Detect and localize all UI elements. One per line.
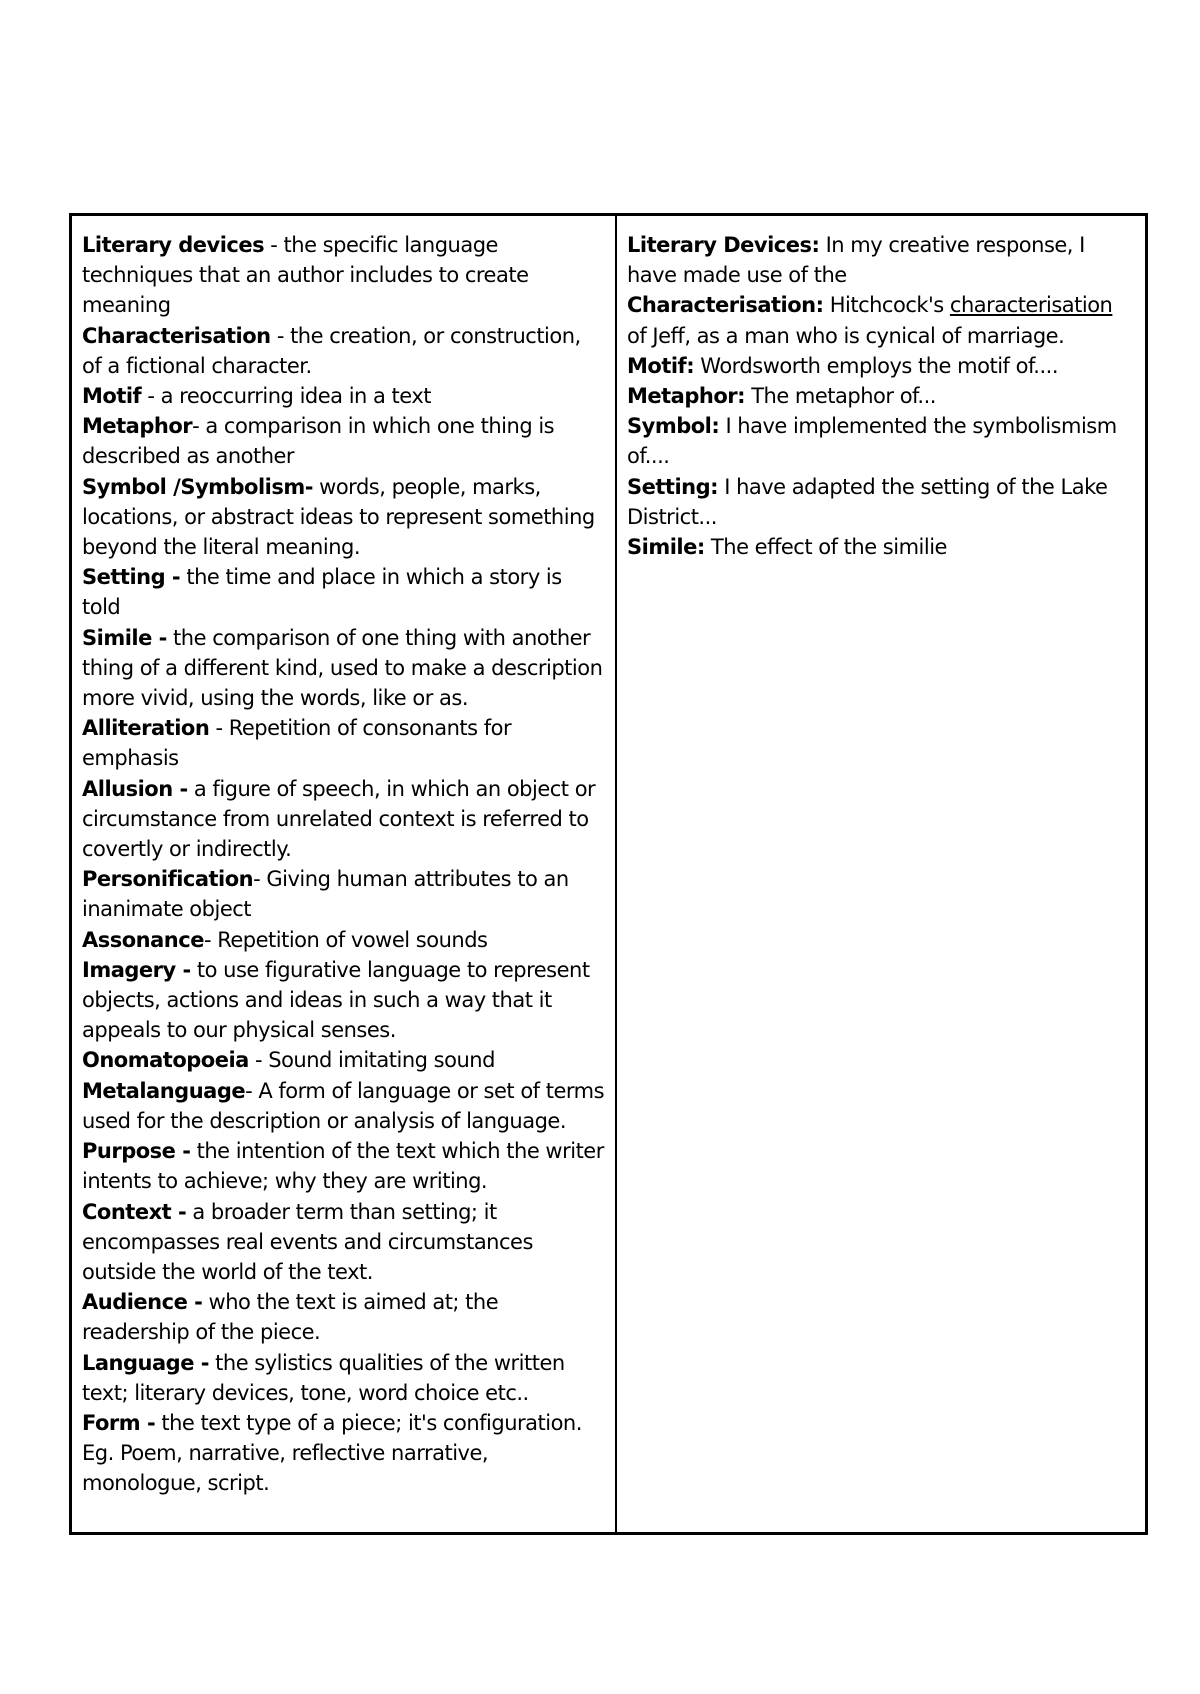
definition-term: Imagery - [82, 957, 191, 982]
response-entry-simile [627, 532, 1135, 562]
response-entry-characterisation [627, 290, 1135, 350]
definition-entry [82, 713, 605, 773]
two-column-table [69, 213, 1148, 1535]
definition-term: Alliteration [82, 716, 210, 741]
definition-term: Assonance [82, 927, 204, 952]
response-text: Wordsworth employs the motif of.... [694, 353, 1059, 378]
definition-term: Setting - [82, 565, 181, 590]
definition-term: Language - [82, 1350, 209, 1375]
response-entry-motif [627, 351, 1135, 381]
definition-entry [82, 230, 605, 321]
definition-entry [82, 1348, 605, 1408]
definition-entry [82, 1076, 605, 1136]
definition-entry [82, 1287, 605, 1347]
definition-term: Characterisation [82, 323, 271, 348]
definition-entry [82, 774, 605, 865]
definition-entry [82, 864, 605, 924]
definition-term: Purpose - [82, 1139, 191, 1164]
definition-text: - Repetition of vowel sounds [203, 927, 488, 952]
definition-term: Context - [82, 1199, 187, 1224]
definition-text: - Sound imitating sound [248, 1048, 495, 1073]
definition-text: - A form of language or set of terms used for the description or analysis of language. [82, 1078, 605, 1133]
definition-term: Metalanguage [82, 1078, 246, 1103]
definition-entry [82, 623, 605, 714]
definition-text: - the specific language techniques that an author includes to create meaning [82, 233, 529, 318]
response-term: Metaphor: [627, 384, 746, 409]
definition-term: Literary devices [82, 233, 265, 257]
definition-text: words, people, marks, locations, or abstract ideas to represent something beyond the literal meaning. [82, 474, 595, 560]
response-entry-literary-devices [627, 230, 1135, 290]
definition-term: Audience - [82, 1290, 203, 1315]
definition-text: the intention of the text which the writer intents to achieve; why they are writing. [82, 1139, 604, 1194]
definition-term: Motif [82, 384, 142, 409]
definition-term: Metaphor [82, 414, 193, 439]
response-text: The metaphor of... [745, 384, 936, 409]
definition-entry [82, 562, 605, 622]
response-text: I have adapted the setting of the Lake District... [627, 474, 1108, 529]
definition-text: - a reoccurring idea in a text [141, 384, 432, 409]
definition-entry [82, 925, 605, 955]
definition-text: - the creation, or construction, of a fictional character. [82, 323, 581, 378]
underlined-word: characterisation [949, 293, 1113, 318]
response-text: I have implemented the symbolismism of.... [627, 414, 1117, 469]
response-term: Motif: [627, 353, 695, 378]
definition-text: a figure of speech, in which an object or circumstance from unrelated context is referred to covertly or indirectly. [82, 776, 596, 862]
definition-term: Simile - [82, 625, 167, 650]
definition-term: Onomatopoeia [82, 1048, 249, 1073]
definition-entry [82, 472, 605, 563]
definition-text: - Giving human attributes to an inanimate object [82, 867, 569, 922]
creative-response-column [617, 216, 1145, 1532]
definition-text: the text type of a piece; it's configuration. Eg. Poem, narrative, reflective narrative, monologue, script. [82, 1410, 582, 1496]
response-term: Simile: [627, 535, 705, 560]
response-term: Characterisation: [627, 293, 824, 318]
definition-entry [82, 1197, 605, 1288]
definitions-column [72, 216, 617, 1532]
definition-entry [82, 321, 605, 381]
definition-term: Personification [82, 867, 254, 892]
definition-term: Form - [82, 1410, 156, 1435]
definition-term: Allusion - [82, 776, 188, 801]
definition-entry [82, 1045, 605, 1075]
definition-entry [82, 955, 605, 1046]
definition-text: - Repetition of consonants for emphasis [82, 716, 512, 771]
response-term: Literary Devices: [627, 233, 820, 257]
definition-text: who the text is aimed at; the readership of the piece. [82, 1290, 499, 1345]
response-entry-setting [627, 472, 1135, 532]
response-entry-metaphor [627, 381, 1135, 411]
definition-text: - a comparison in which one thing is described as another [82, 414, 555, 469]
definition-text: the time and place in which a story is told [82, 565, 562, 620]
response-text: Hitchcock's [823, 293, 950, 318]
definition-text: the sylistics qualities of the written text; literary devices, tone, word choice etc.. [82, 1350, 565, 1405]
response-text: of Jeff, as a man who is cynical of marriage. [627, 323, 1065, 348]
definition-text: a broader term than setting; it encompasses real events and circumstances outside the world of the text. [82, 1199, 533, 1284]
definition-text: the comparison of one thing with another thing of a different kind, used to make a description more vivid, using the words, like or as. [82, 625, 603, 711]
definition-entry [82, 411, 605, 471]
response-text: In my creative response, I have made use of the [627, 233, 1085, 288]
response-term: Setting: [627, 474, 719, 499]
response-text: The effect of the similie [704, 535, 947, 560]
definition-term: Symbol /Symbolism- [82, 474, 313, 499]
response-entry-symbol [627, 411, 1135, 471]
definition-entry [82, 381, 605, 411]
definition-entry [82, 1408, 605, 1499]
definition-entry [82, 1136, 605, 1196]
response-term: Symbol: [627, 414, 720, 439]
definition-text: to use figurative language to represent objects, actions and ideas in such a way that it appeals to our physical senses. [82, 957, 590, 1043]
